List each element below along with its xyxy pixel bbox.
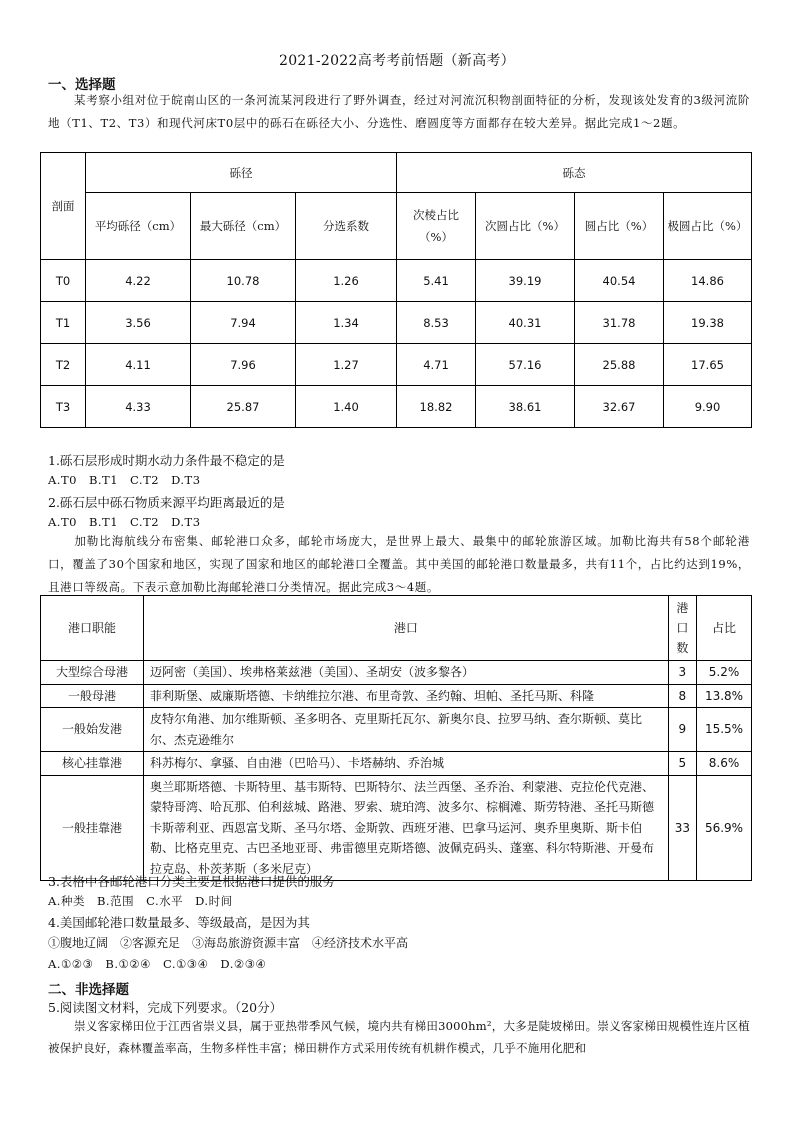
- intro-paragraph-1: [48, 89, 750, 135]
- option-c[interactable]: C.T2: [130, 515, 160, 529]
- table1-cell: 7.96: [191, 344, 296, 386]
- table1-cell: 8.53: [397, 302, 476, 344]
- table2-header-share: 占比: [697, 596, 752, 661]
- question-5-stem: 5.阅读图文材料，完成下列要求。（20分）: [48, 1000, 283, 1015]
- table1-cell: 25.87: [191, 386, 296, 428]
- table2-header-function: 港口职能: [41, 596, 144, 661]
- table2-header-count: 港口数: [668, 596, 696, 661]
- table1-cell: 25.88: [575, 344, 664, 386]
- table2-count: 33: [668, 775, 696, 881]
- table1-cell: 4.33: [86, 386, 191, 428]
- option-c[interactable]: C.T2: [130, 473, 160, 487]
- option-d[interactable]: D.时间: [195, 894, 233, 908]
- question-1-stem: 1.砾石层形成时期水动力条件最不稳定的是: [48, 453, 285, 468]
- table1-cell: 14.86: [664, 260, 752, 302]
- option-b[interactable]: B.范围: [96, 894, 135, 908]
- question-4-items: [48, 934, 408, 951]
- table1-header: 次圆占比（%）: [476, 193, 575, 260]
- question-3-stem: 3.表格中各邮轮港口分类主要是根据港口提供的服务: [48, 874, 335, 889]
- table1-cell: 10.78: [191, 260, 296, 302]
- table1-cell: T3: [41, 386, 86, 428]
- table1-header: 分选系数: [296, 193, 397, 260]
- table1-cell: 5.41: [397, 260, 476, 302]
- question-1-options: [48, 473, 213, 487]
- section-heading-choice: 一、选择题: [48, 77, 116, 93]
- table-row: [41, 684, 752, 708]
- table2-ports: 奥兰耶斯塔德、卡斯特里、基韦斯特、巴斯特尔、法兰西堡、圣乔治、利蒙港、克拉伦代克港、蒙特哥湾、哈瓦那、伯利兹城、路港、罗索、琥珀湾、波多尔、棕榈滩、斯劳特港、圣托马斯德卡斯蒂利亚、西恩富戈斯、圣马尔塔、金斯敦、西班牙港、巴拿马运河、奥乔里奥斯、斯卡伯勒、比格克里克、古巴圣地亚哥、弗雷德里克斯塔德、波佩克码头、蓬塞、科尔特斯港、开曼布拉克岛、朴茨茅斯（多米尼克）: [144, 775, 669, 881]
- table-row: [41, 775, 752, 881]
- option-d[interactable]: D.T3: [171, 515, 201, 529]
- table1-cell: T2: [41, 344, 86, 386]
- item-2: ②客源充足: [120, 936, 181, 950]
- table2-function: 一般挂靠港: [41, 775, 144, 881]
- table1-cell: 1.26: [296, 260, 397, 302]
- table2-share: 8.6%: [697, 752, 752, 776]
- table1-header: 极圆占比（%）: [664, 193, 752, 260]
- table1-cell: 9.90: [664, 386, 752, 428]
- table1-cell: T1: [41, 302, 86, 344]
- option-a[interactable]: A.①②③: [48, 957, 94, 971]
- table1-cell: 31.78: [575, 302, 664, 344]
- option-c[interactable]: C.水平: [146, 894, 184, 908]
- table1-group-size: 砾径: [86, 153, 397, 193]
- option-a[interactable]: A.T0: [48, 473, 77, 487]
- table2-share: 5.2%: [697, 661, 752, 685]
- question-2-options: [48, 515, 213, 529]
- question-5-paragraph: [48, 1015, 750, 1059]
- table1-header: 最大砾径（cm）: [191, 193, 296, 260]
- table-row: [41, 260, 752, 302]
- intro-paragraph-2: [48, 530, 750, 599]
- table1-cell: 17.65: [664, 344, 752, 386]
- table2-header-ports: 港口: [144, 596, 669, 661]
- option-b[interactable]: B.T1: [88, 515, 119, 529]
- table2-function: 一般始发港: [41, 708, 144, 752]
- table1-header: 圆占比（%）: [575, 193, 664, 260]
- item-3: ③海岛旅游资源丰富: [192, 936, 301, 950]
- table-row: [41, 708, 752, 752]
- cruise-port-table: [40, 595, 752, 881]
- table-row: [41, 661, 752, 685]
- table2-count: 8: [668, 684, 696, 708]
- table1-cell: 7.94: [191, 302, 296, 344]
- option-a[interactable]: A.种类: [48, 894, 85, 908]
- option-b[interactable]: B.T1: [88, 473, 119, 487]
- question-5-text: 崇义客家梯田位于江西省崇义县，属于亚热带季风气候，境内共有梯田3000hm²，大多是陡坡梯田。崇义客家梯田规模性连片区植被保护良好，森林覆盖率高，生物多样性丰富；梯田耕作方式采用传统有机耕作模式，几乎不施用化肥和: [48, 1019, 750, 1055]
- intro-text-2: 加勒比海航线分布密集、邮轮港口众多，邮轮市场庞大，是世界上最大、最集中的邮轮旅游区域。加勒比海共有58个邮轮港口，覆盖了30个国家和地区，实现了国家和地区的邮轮港口全覆盖。其中美国的邮轮港口数量最多，共有11个，占比约达到19%，且港口等级高。下表示意加勒比海邮轮港口分类情况。据此完成3～4题。: [48, 534, 750, 594]
- option-d[interactable]: D.②③④: [220, 957, 267, 971]
- table-row: [41, 386, 752, 428]
- table2-function: 核心挂靠港: [41, 752, 144, 776]
- table1-cell: 1.40: [296, 386, 397, 428]
- option-b[interactable]: B.①②④: [105, 957, 151, 971]
- table1-cell: 19.38: [664, 302, 752, 344]
- table1-cell: T0: [41, 260, 86, 302]
- question-4-options: [48, 957, 278, 971]
- table-row: [41, 302, 752, 344]
- item-4: ④经济技术水平高: [312, 936, 409, 950]
- section-heading-nonchoice: 二、非选择题: [48, 982, 129, 998]
- table2-count: 9: [668, 708, 696, 752]
- table1-cell: 4.71: [397, 344, 476, 386]
- table1-header: 平均砾径（cm）: [86, 193, 191, 260]
- table2-share: 13.8%: [697, 684, 752, 708]
- table2-function: 大型综合母港: [41, 661, 144, 685]
- table2-function: 一般母港: [41, 684, 144, 708]
- table1-cell: 1.27: [296, 344, 397, 386]
- table1-cell: 57.16: [476, 344, 575, 386]
- table2-share: 15.5%: [697, 708, 752, 752]
- option-a[interactable]: A.T0: [48, 515, 77, 529]
- table1-cell: 32.67: [575, 386, 664, 428]
- table2-ports: 皮特尔角港、加尔维斯顿、圣多明各、克里斯托瓦尔、新奥尔良、拉罗马纳、查尔斯顿、莫比尔、杰克逊维尔: [144, 708, 669, 752]
- table1-cell: 18.82: [397, 386, 476, 428]
- table1-cell: 4.22: [86, 260, 191, 302]
- table-row: [41, 344, 752, 386]
- table2-ports: 科苏梅尔、拿骚、自由港（巴哈马）、卡塔赫纳、乔治城: [144, 752, 669, 776]
- table1-cell: 39.19: [476, 260, 575, 302]
- table1-cell: 38.61: [476, 386, 575, 428]
- question-4-stem: 4.美国邮轮港口数量最多、等级最高，是因为其: [48, 915, 310, 930]
- page-title: 2021-2022高考考前悟题（新高考）: [279, 53, 515, 69]
- table2-count: 5: [668, 752, 696, 776]
- table1-cell: 1.34: [296, 302, 397, 344]
- table1-group-shape: 砾态: [397, 153, 752, 193]
- table2-ports: 菲利斯堡、威廉斯塔德、卡纳维拉尔港、布里奇敦、圣约翰、坦帕、圣托马斯、科隆: [144, 684, 669, 708]
- table1-cell: 40.54: [575, 260, 664, 302]
- item-1: ①腹地辽阔: [48, 936, 109, 950]
- table2-ports: 迈阿密（美国）、埃弗格莱兹港（美国）、圣胡安（波多黎各）: [144, 661, 669, 685]
- intro-text-1: 某考察小组对位于皖南山区的一条河流某河段进行了野外调查，经过对河流沉积物剖面特征的分析，发现该处发育的3级河流阶地（T1、T2、T3）和现代河床T0层中的砾石在砾径大小、分选性、磨圆度等方面都存在较大差异。据此完成1～2题。: [48, 93, 750, 130]
- option-c[interactable]: C.①③④: [162, 957, 209, 971]
- table-row: [41, 752, 752, 776]
- table1-header: 次棱占比（%）: [397, 193, 476, 260]
- gravel-table: [40, 152, 752, 428]
- table1-header-section: 剖面: [41, 153, 86, 260]
- table1-cell: 40.31: [476, 302, 575, 344]
- question-2-stem: 2.砾石层中砾石物质来源平均距离最近的是: [48, 495, 285, 510]
- table1-cell: 3.56: [86, 302, 191, 344]
- table1-cell: 4.11: [86, 344, 191, 386]
- question-3-options: [48, 893, 245, 909]
- table2-count: 3: [668, 661, 696, 685]
- option-d[interactable]: D.T3: [171, 473, 201, 487]
- table2-share: 56.9%: [697, 775, 752, 881]
